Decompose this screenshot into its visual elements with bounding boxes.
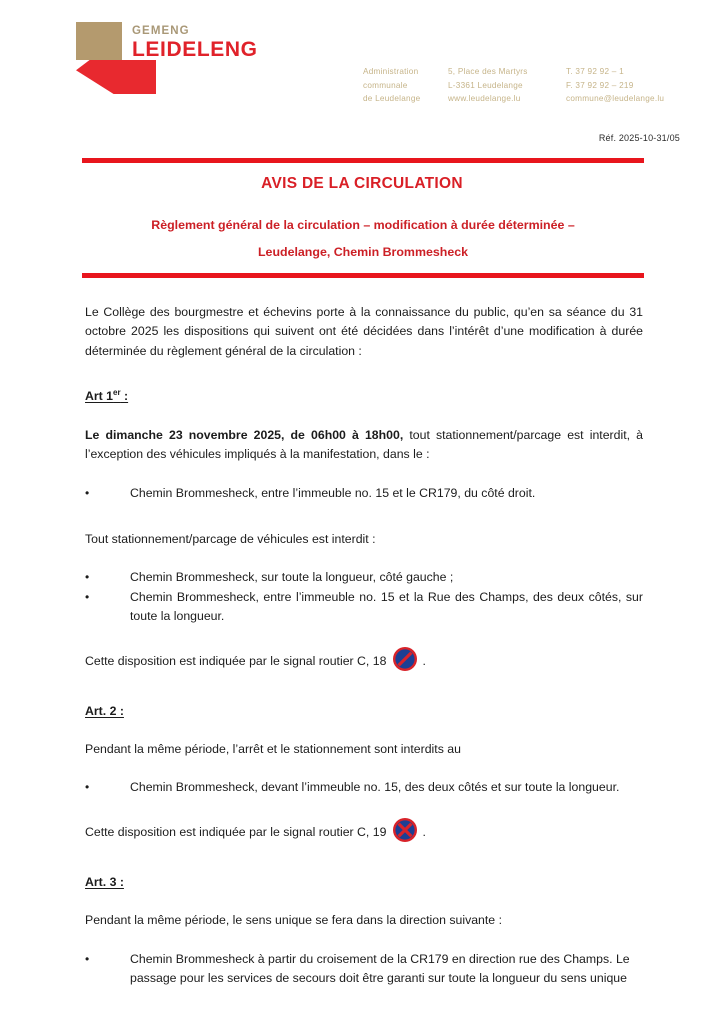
article-3-section: [85, 873, 643, 989]
article-1-section: [85, 383, 643, 674]
list-item-text: Chemin Brommesheck, entre l’immeuble no. 15 et la Rue des Champs, des deux côtés, sur toute la longueur.: [130, 589, 643, 624]
road-sign-c18-no-parking-icon: [392, 646, 418, 672]
contact-website-link[interactable]: www.leudelange.lu: [448, 94, 521, 104]
article-2-signal-suffix: .: [422, 825, 426, 840]
contact-column-phone: [566, 65, 724, 106]
list-item: [85, 568, 643, 587]
list-item: [85, 778, 643, 797]
list-item: [85, 588, 643, 627]
article-1-second-lead: Tout stationnement/parcage de véhicules est interdit :: [85, 531, 376, 546]
contact-line: Administration: [363, 67, 419, 76]
contact-line: L-3361 Leudelange: [448, 80, 523, 90]
contact-line: 5, Place des Martyrs: [448, 67, 528, 76]
contact-column-address: [448, 65, 566, 106]
article-1-datetime-bold: Le dimanche 23 novembre 2025, de 06h00 à 18h00,: [85, 427, 404, 442]
municipality-logo: [76, 22, 311, 102]
list-item-text: Chemin Brommesheck à partir du croisement de la CR179 en direction rue des Champs. Le passage pour les services de secours doit être garanti sur toute la longueur du sens unique: [130, 951, 630, 985]
article-1-heading-text: [85, 383, 128, 407]
list-item-text: Chemin Brommesheck, sur toute la longueur, côté gauche ;: [130, 570, 454, 585]
page-title: AVIS DE LA CIRCULATION: [261, 175, 463, 192]
article-2-section: [85, 702, 643, 846]
bullet-glyph: •: [85, 951, 90, 966]
logo-tan-square-shape: [76, 22, 122, 60]
contact-line: T. 37 92 92 – 1: [566, 67, 624, 76]
article-1-heading-superscript: er: [113, 388, 121, 398]
contact-line: de Leudelange: [363, 94, 421, 104]
document-header: [0, 0, 724, 143]
logo-wordmark: [132, 24, 258, 62]
bullet-glyph: •: [85, 570, 90, 585]
article-1-signal-suffix: .: [422, 653, 426, 668]
document-body: [85, 303, 643, 988]
article-2-lead-paragraph: Pendant la même période, l’arrêt et le stationnement sont interdits au: [85, 741, 461, 756]
list-item: [85, 484, 643, 503]
article-3-lead-paragraph: Pendant la même période, le sens unique se fera dans la direction suivante :: [85, 913, 502, 928]
article-1-lead-paragraph: [85, 426, 643, 465]
article-2-heading: [85, 702, 643, 721]
divider-rule-top: [82, 158, 644, 163]
contact-column-administration: [363, 65, 448, 106]
article-2-signal-text: Cette disposition est indiquée par le signal routier C, 19: [85, 825, 387, 840]
bullet-glyph: •: [85, 485, 90, 500]
contact-info-block: [363, 65, 724, 106]
article-1-signal-text: Cette disposition est indiquée par le signal routier C, 18: [85, 653, 387, 668]
article-3-heading-text: Art. 3 :: [85, 874, 124, 889]
bullet-glyph: •: [85, 780, 90, 795]
article-1-heading: [85, 383, 643, 407]
list-item-text: Chemin Brommesheck, devant l’immeuble no. 15, des deux côtés et sur toute la longueur.: [130, 780, 620, 795]
logo-gemeng-text: GEMENG: [132, 25, 190, 37]
article-2-heading-text: Art. 2 :: [85, 703, 124, 718]
list-item-text: Chemin Brommesheck, entre l’immeuble no. 15 et le CR179, du côté droit.: [130, 485, 536, 500]
contact-line: F. 37 92 92 – 219: [566, 80, 634, 90]
contact-line: communale: [363, 80, 408, 90]
logo-red-pentagon-shape: [76, 60, 156, 94]
article-2-signal-line: [85, 820, 643, 846]
article-1-lead-rest: tout stationnement/parcage est interdit, à l’exception des véhicules impliqués à la manifestation, dans le :: [85, 427, 643, 462]
article-1-heading-suffix: :: [120, 389, 129, 404]
road-sign-c19-no-stopping-icon: [392, 817, 418, 843]
intro-paragraph: Le Collège des bourgmestre et échevins porte à la connaissance du public, qu’en sa séance du 31 octobre 2025 les dispositions qui suivent ont été décidées dans l’intérêt d’une modification à durée déterminée du règlement général de la circulation :: [85, 305, 643, 358]
page-subtitle-line-1: Règlement général de la circulation – modification à durée déterminée –: [151, 218, 575, 232]
logo-leideleng-text: LEIDELENG: [132, 38, 258, 61]
list-item: [85, 950, 643, 989]
article-1-heading-prefix: Art 1: [85, 389, 114, 404]
page-subtitle-line-2: Leudelange, Chemin Brommesheck: [257, 245, 468, 259]
article-3-heading: [85, 873, 643, 892]
divider-rule-bottom: [82, 273, 644, 278]
contact-email-link[interactable]: commune@leudelange.lu: [566, 94, 665, 104]
page-subtitle: [82, 212, 644, 266]
reference-number: Réf. 2025-10-31/05: [598, 133, 680, 143]
article-1-signal-line: [85, 649, 643, 675]
bullet-glyph: •: [85, 589, 90, 604]
